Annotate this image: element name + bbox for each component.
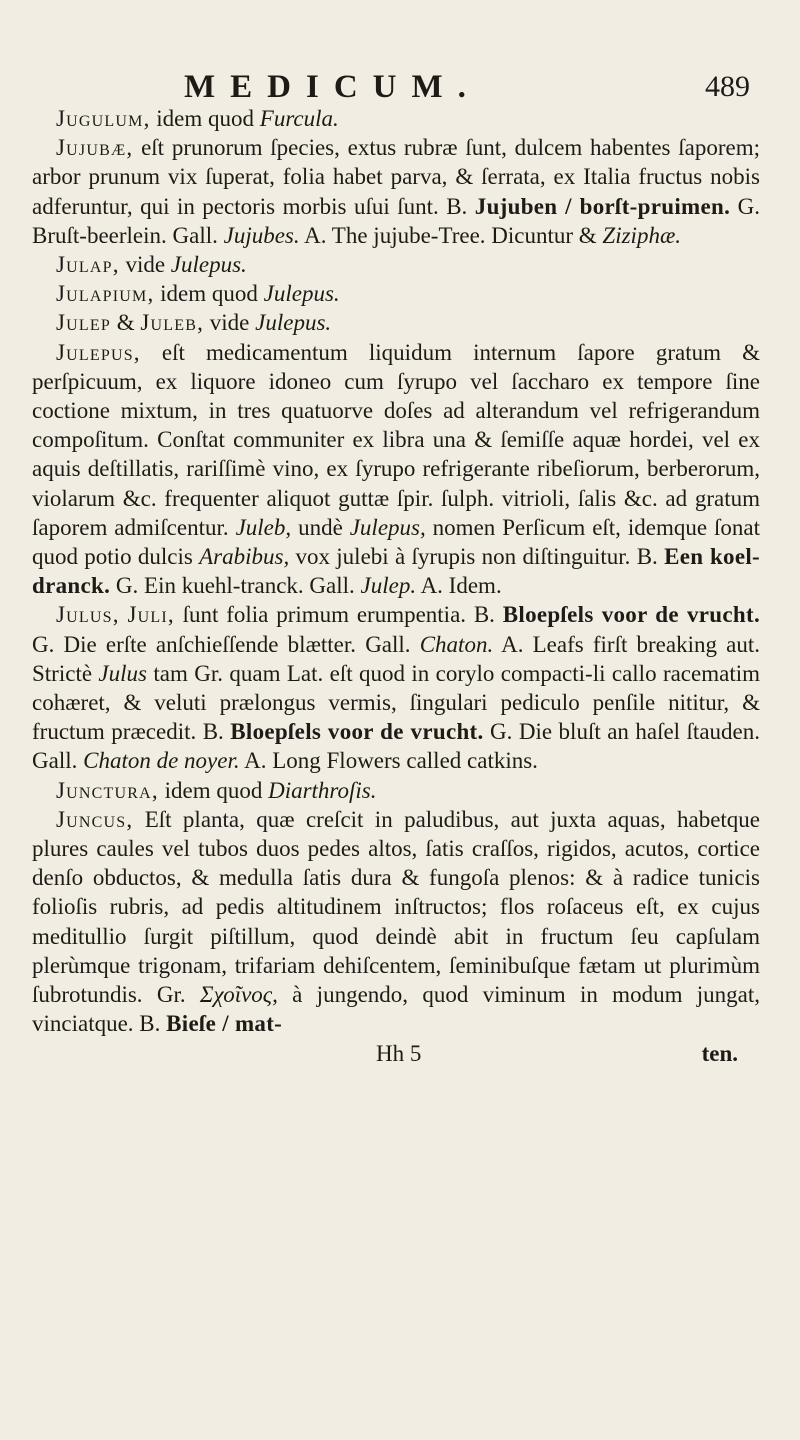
entry-junctura xyxy=(32,776,760,805)
entry-text: G. Bruſt-beerlein. Gall. xyxy=(32,193,760,248)
entry-text: vide xyxy=(119,252,171,278)
entry-text: ſunt folia primum erumpentia. B. xyxy=(174,602,503,628)
entry-headword: Junctura, xyxy=(56,777,159,803)
entry-julus xyxy=(32,600,760,775)
entry-text: A. Long Flowers called catkins. xyxy=(239,748,538,774)
entry-juncus xyxy=(32,805,760,1039)
entry-text: eſt medicamentum liquidum internum ſapore gratum & perſpicuum, ex liquore idoneo cum ſyrupo vel ſaccharo ex tempore ſine coctione mixtum, in tres quatuorve doſes ad alterandum vel refrigerandum compoſitum. Conſtat communiter ex libra una & ſemiſſe aquæ hordei, vel ex aquis deſtillatis, rariſſimè vino, ex ſyrupo refrigerante ribeſiorum, berberorum, violarum &c. frequenter aliquot guttæ ſpir. ſulph. vitrioli, ſalis &c. ad gratum ſaporem admiſcentur. xyxy=(32,339,760,540)
page-number: 489 xyxy=(705,70,750,103)
entry-text xyxy=(120,602,128,627)
entry-text: idem quod xyxy=(158,777,269,803)
entry-headword-variant: Juli, xyxy=(127,602,175,628)
french-term: Chaton. xyxy=(419,631,494,657)
entry-headword: Jugulum, xyxy=(56,106,151,131)
catchword: ten. xyxy=(701,1040,738,1066)
entry-text: G. Die bluſt an haſel ſtauden. Gall. xyxy=(32,719,760,774)
entry-jujubae xyxy=(32,133,760,250)
dutch-term: Bieſe / mat- xyxy=(166,1011,283,1037)
running-head xyxy=(32,58,760,105)
entry-julep-juleb xyxy=(32,308,760,337)
entry-julapium xyxy=(32,279,760,308)
entry-text: tam Gr. quam Lat. eſt quod in corylo compacti-li callo racematim cohæret, & veluti prælongus vermis, ſingulari pediculo penſile nititur, & fructum præcedit. B. xyxy=(32,660,760,745)
french-term: Chaton de noyer. xyxy=(83,748,240,774)
entry-text: undè xyxy=(291,514,350,540)
cross-reference: Furcula. xyxy=(259,106,339,131)
cross-reference: Ziziphæ. xyxy=(602,222,682,248)
entry-headword: Juncus, xyxy=(56,806,134,832)
page-footer xyxy=(32,1041,760,1071)
french-term: Julep. xyxy=(360,573,417,599)
entry-text: Eſt planta, quæ creſcit in paludibus, aut juxta aquas, habetque plures caules vel tubos duos pedes altos, ſatis craſſos, rigidos, acutos, cortice denſo obductos, & medulla ſatis dura & fungoſa plenos: & à radice tunicis folioſis rubris, ad pedis altitudinem inſtructos; flos roſaceus eſt, ex cujus meditullio ſurgit piſtillum, quod deindè abit in fructum ſeu capſulam plerùmque trigonam, trifariam dehiſcentem, ſeminibuſque fætam ut plurimùm ſubrotundis. Gr. xyxy=(32,806,760,1008)
dictionary-entries xyxy=(32,104,760,1039)
entry-text: idem quod xyxy=(150,106,260,131)
dutch-term: Een koel-dranck. xyxy=(32,544,760,599)
entry-text: nomen Perſicum eſt, idemque ſonat quod potio dulcis xyxy=(32,514,760,570)
entry-headword: Julap, xyxy=(56,252,120,278)
dutch-term: Jujuben / borſt-pruimen. xyxy=(474,193,731,219)
cross-reference: Julepus. xyxy=(170,252,247,278)
entry-text: vox julebi à ſyrupis non diſtinguitur. B. xyxy=(289,544,665,570)
entry-headword-variant: Juleb, xyxy=(140,310,205,336)
entry-text: eſt prunorum ſpecies, extus rubræ ſunt, dulcem habentes ſaporem; arbor prunum vix ſuperat, folia habet parva, & ſerrata, ex Italia fructus nobis adferuntur, qui in pectoris morbis uſui ſunt. B. xyxy=(32,135,760,219)
dutch-term: Bloepſels voor de vrucht. xyxy=(230,719,484,745)
signature-mark: Hh 5 xyxy=(376,1040,422,1066)
entry-headword: Julus, xyxy=(56,602,120,628)
entry-julap xyxy=(32,250,760,279)
entry-text: G. Die erſte anſchieſſende blætter. Gall. xyxy=(32,631,420,657)
greek-term: Σχοῖνος, xyxy=(199,982,278,1008)
entry-julepus xyxy=(32,338,760,601)
entry-text: à jungendo, quod viminum in modum jungat, vinciatque. B. xyxy=(32,982,761,1037)
italic-term: Arabibus, xyxy=(199,544,290,570)
italic-term: Juleb, xyxy=(235,514,292,540)
entry-text: & xyxy=(110,310,141,336)
entry-text: A. Idem. xyxy=(416,573,502,599)
entry-jugulum xyxy=(32,104,760,133)
dutch-term: Bloepſels voor de vrucht. xyxy=(502,602,761,628)
entry-text: A. The jujube-Tree. Dicuntur & xyxy=(299,222,603,248)
page-title: MEDICUM. xyxy=(184,69,481,105)
italic-term: Julepus, xyxy=(349,514,426,540)
entry-text: G. Ein kuehl-tranck. Gall. xyxy=(110,573,361,599)
french-term: Jujubes. xyxy=(223,222,300,248)
cross-reference: Diarthroſis. xyxy=(268,777,377,803)
italic-term: Julus xyxy=(98,660,147,686)
cross-reference: Julepus. xyxy=(255,310,332,336)
entry-headword: Julep xyxy=(56,310,111,336)
entry-headword: Julapium, xyxy=(56,281,155,307)
entry-text: vide xyxy=(204,310,256,336)
cross-reference: Julepus. xyxy=(263,281,340,307)
entry-text: idem quod xyxy=(154,281,264,307)
entry-headword: Julepus, xyxy=(56,339,141,365)
entry-text: A. Leafs firſt breaking aut. Strictè xyxy=(32,631,760,686)
entry-headword: Jujubæ, xyxy=(56,135,134,161)
